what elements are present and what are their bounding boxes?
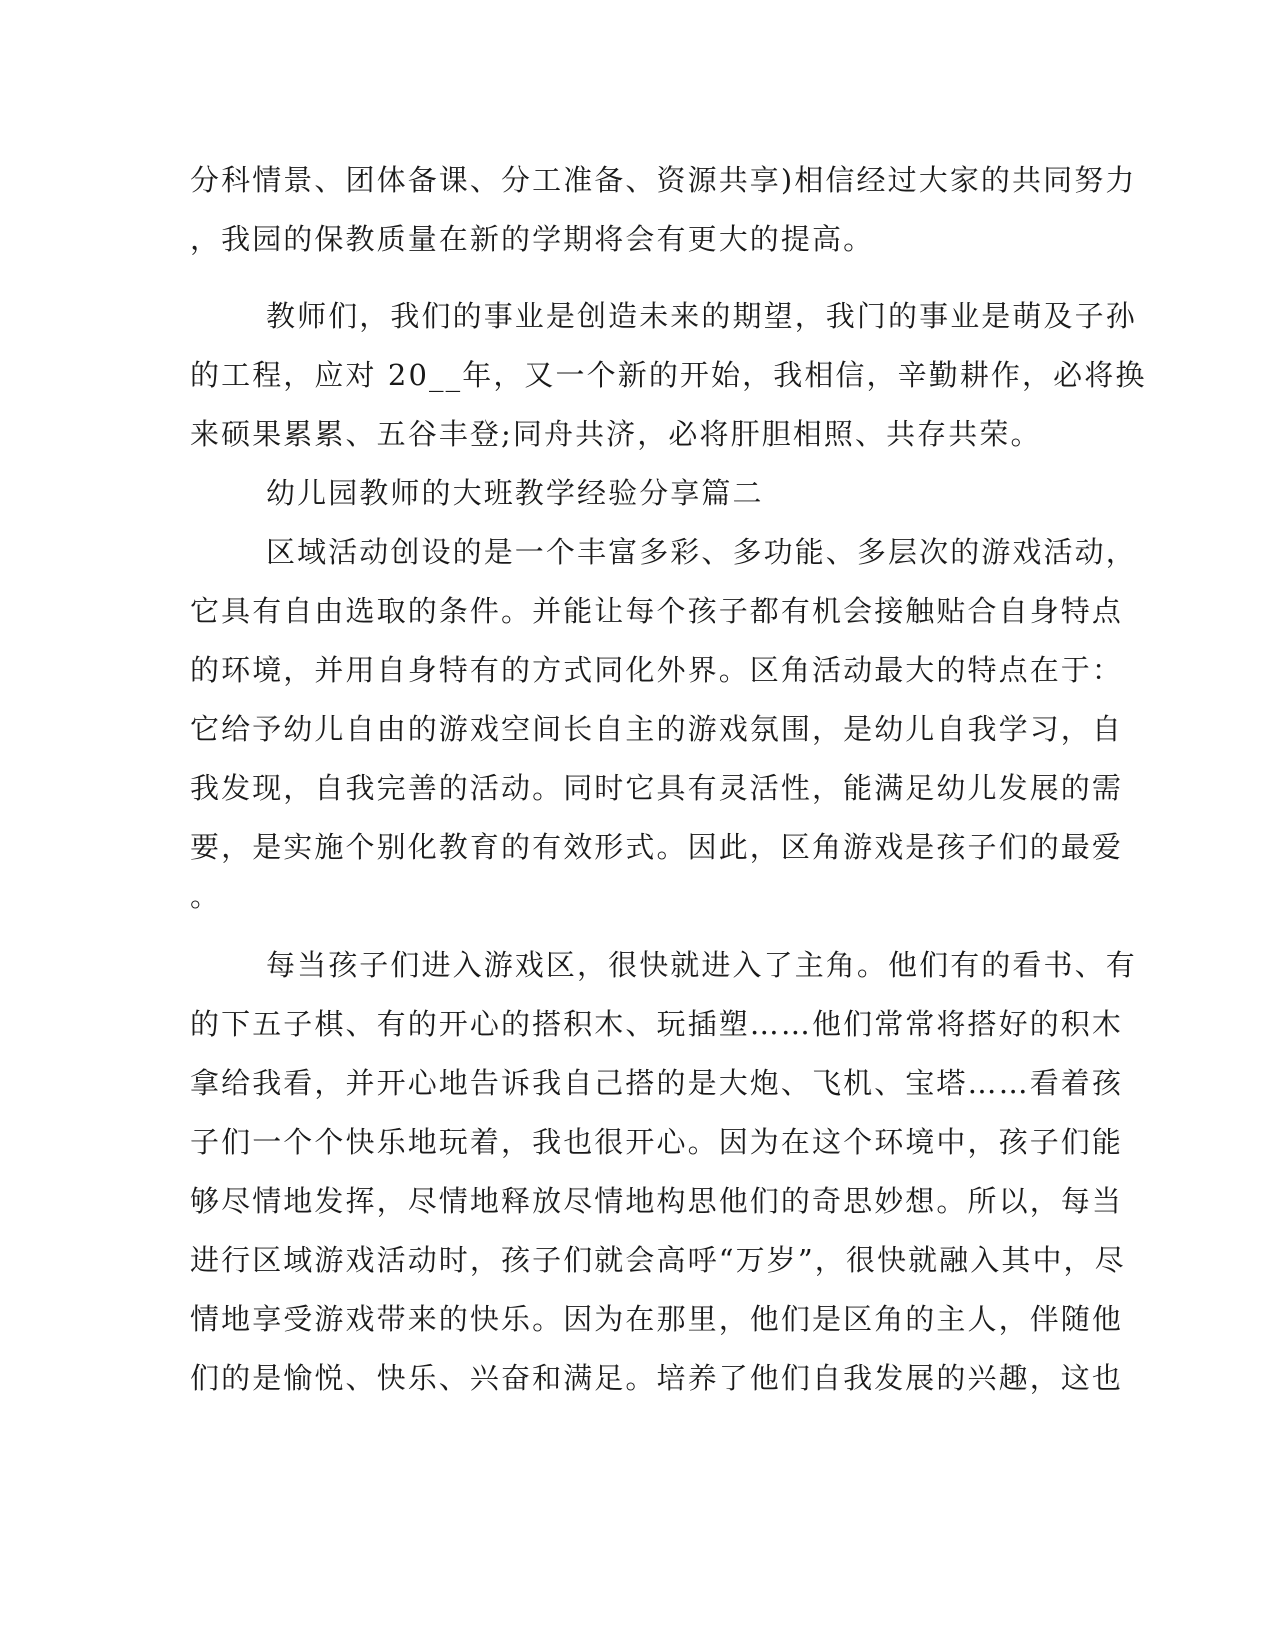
text-line: 情地享受游戏带来的快乐。因为在那里，他们是区角的主人，伴随他 [190,1302,1124,1336]
paragraph-first-line: 每当孩子们进入游戏区，很快就进入了主角。他们有的看书、有 [266,948,1137,982]
text-line: 分科情景、团体备课、分工准备、资源共享)相信经过大家的共同努力 [190,163,1137,197]
text-line: 拿给我看，并开心地告诉我自己搭的是大炮、飞机、宝塔……看着孩 [190,1066,1124,1100]
text-line: 子们一个个快乐地玩着，我也很开心。因为在这个环境中，孩子们能 [190,1125,1124,1159]
text-line: 够尽情地发挥，尽情地释放尽情地构思他们的奇思妙想。所以，每当 [190,1184,1124,1218]
text-line: 。 [190,879,222,913]
text-line: 进行区域游戏活动时，孩子们就会高呼“万岁”，很快就融入其中，尽 [190,1243,1126,1277]
text-line: 它具有自由选取的条件。并能让每个孩子都有机会接触贴合自身特点 [190,594,1124,628]
paragraph-first-line: 教师们，我们的事业是创造未来的期望，我门的事业是萌及子孙 [266,299,1137,333]
section-heading: 幼儿园教师的大班教学经验分享篇二 [266,476,764,510]
text-line: 们的是愉悦、快乐、兴奋和满足。培养了他们自我发展的兴趣，这也 [190,1361,1124,1395]
text-line: 的环境，并用自身特有的方式同化外界。区角活动最大的特点在于： [190,653,1124,687]
paragraph-first-line: 区域活动创设的是一个丰富多彩、多功能、多层次的游戏活动， [266,535,1137,569]
text-line: 要，是实施个别化教育的有效形式。因此，区角游戏是孩子们的最爱 [190,830,1124,864]
text-line: 来硕果累累、五谷丰登;同舟共济，必将肝胆相照、共存共荣。 [190,417,1042,451]
text-line: ，我园的保教质量在新的学期将会有更大的提高。 [190,222,875,256]
text-line: 的下五子棋、有的开心的搭积木、玩插塑……他们常常将搭好的积木 [190,1007,1124,1041]
text-line: 它给予幼儿自由的游戏空间长自主的游戏氛围，是幼儿自我学习，自 [190,712,1124,746]
text-line: 的工程，应对 20__年，又一个新的开始，我相信，辛勤耕作，必将换 [190,358,1147,392]
text-line: 我发现，自我完善的活动。同时它具有灵活性，能满足幼儿发展的需 [190,771,1124,805]
